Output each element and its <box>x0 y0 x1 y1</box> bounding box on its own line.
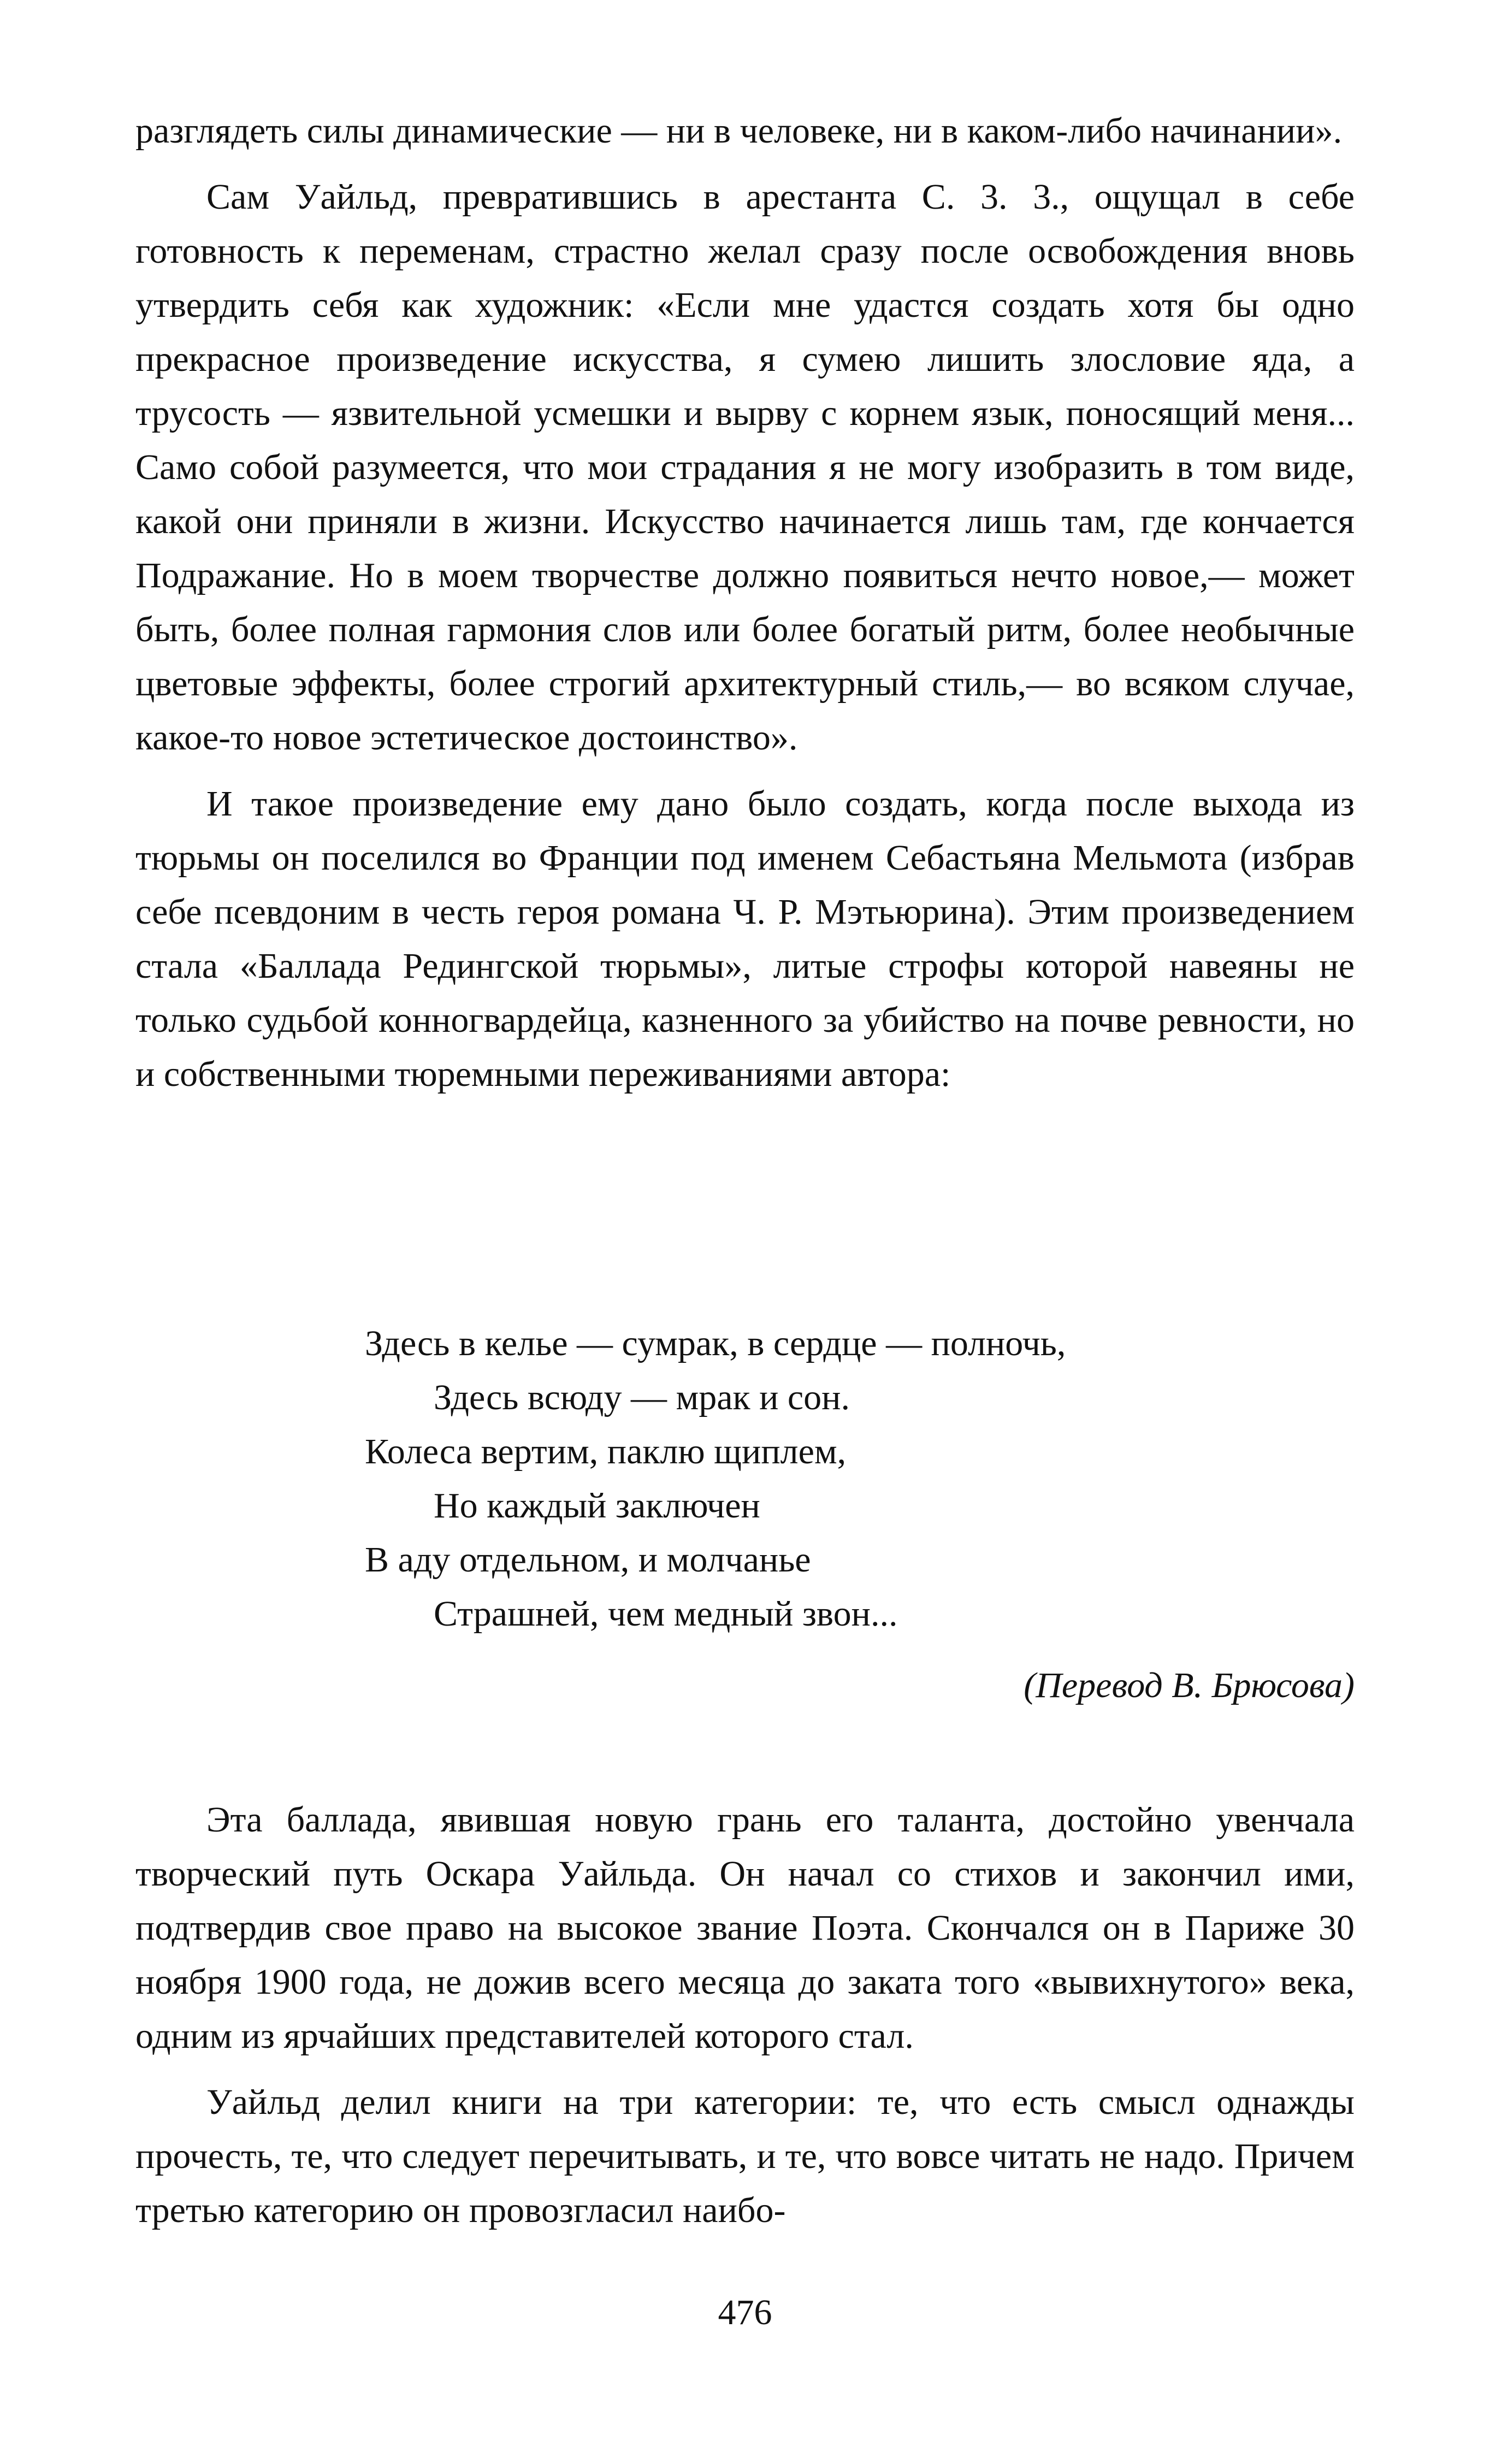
paragraph-1: разглядеть силы динамические — ни в человеке, ни в каком-либо начинании». <box>135 111 1343 151</box>
paragraph-5: Уайльд делил книги на три категории: те, что есть смысл однажды прочесть, те, что следует перечитывать, и те, что вовсе читать не надо. Причем третью категорию он провозгласил наибо- <box>135 2082 1355 2230</box>
top-text-block <box>135 104 1355 1101</box>
poem-line-1: Здесь в келье — сумрак, в сердце — полночь, <box>365 1323 1066 1363</box>
bottom-text-block <box>135 1793 1355 2237</box>
paragraph-4: Эта баллада, явившая новую грань его таланта, достойно увенчала творческий путь Оскара Уайльда. Он начал со стихов и закончил ими, подтвердив свое право на высокое звание Поэта. Скончался он в Париже 30 ноября 1900 года, не дожив всего месяца до заката того «вывихнутого» века, одним из ярчайших представителей которого стал. <box>135 1800 1355 2056</box>
poem-line-4: Но каждый заключен <box>434 1486 760 1526</box>
page-number: 476 <box>718 2292 772 2332</box>
paragraph-3: И такое произведение ему дано было создать, когда после выхода из тюрьмы он поселился во Франции под именем Себастьяна Мельмота (избрав себе псевдоним в честь героя романа Ч. Р. Мэтьюрина). Этим произведением стала «Баллада Редингской тюрьмы», литые строфы которой навеяны не только судьбой конногвардейца, казненного за убийство на почве ревности, но и собственными тюремными переживаниями автора: <box>135 784 1355 1094</box>
translation-attribution: (Перевод В. Брюсова) <box>1024 1665 1355 1705</box>
poem-stanza <box>365 1316 1066 1641</box>
poem-line-2: Здесь всюду — мрак и сон. <box>434 1378 850 1417</box>
poem-line-3: Колеса вертим, паклю щиплем, <box>365 1432 847 1472</box>
paragraph-2: Сам Уайльд, превратившись в арестанта С. 3. 3., ощущал в себе готовность к переменам, страстно желал сразу после освобождения вновь утвердить себя как художник: «Если мне удастся создать хотя бы одно прекрасное произведение искусства, я сумею лишить злословие яда, а трусость — язвительной усмешки и вырву с корнем язык, поносящий меня... Само собой разумеется, что мои страдания я не могу изобразить в том виде, какой они приняли в жизни. Искусство начинается лишь там, где кончается Подражание. Но в моем творчестве должно появиться нечто новое,— может быть, более полная гармония слов или более богатый ритм, более необычные цветовые эффекты, более строгий архитектурный стиль,— во всяком случае, какое-то новое эстетическое достоинство». <box>135 177 1355 758</box>
poem-line-6: Страшней, чем медный звон... <box>434 1594 898 1634</box>
poem-line-5: В аду отдельном, и молчанье <box>365 1540 811 1580</box>
